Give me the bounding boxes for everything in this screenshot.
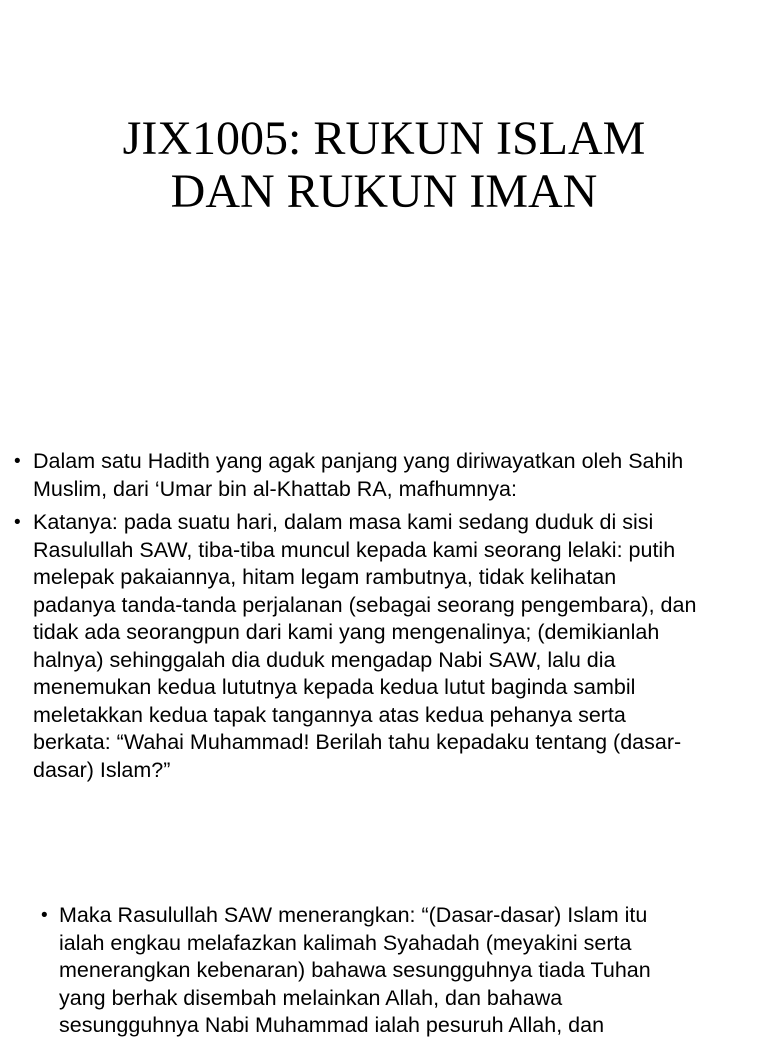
bullet-text-line: menerangkan kebenaran) bahawa sesungguhnya tiada Tuhan [59,958,651,982]
bullet-text-line: dasar) Islam?” [33,757,171,782]
bullet-text-line: Muslim, dari ‘Umar bin al-Khattab RA, mafhumnya: [33,476,517,501]
bullet-icon: • [41,905,48,926]
slide-title-line-1: JIX1005: RUKUN ISLAM [122,112,646,165]
bullet-text-line: meletakkan kedua tapak tangannya atas kedua pehanya serta [33,702,626,727]
bullet-text-line: melepak pakaiannya, hitam legam rambutnya, tidak kelihatan [33,565,617,589]
bullet-text-line: halnya) sehinggalah dia duduk mengadap Nabi SAW, lalu dia [33,647,616,672]
bullet-item-hadith-story [14,509,756,784]
bullet-item-hadith-intro [14,448,756,503]
bullet-text-line: Katanya: pada suatu hari, dalam masa kami sedang duduk di sisi [33,510,654,534]
bullet-text-line: Rasulullah SAW, tiba-tiba muncul kepada kami seorang lelaki: putih [33,537,676,562]
bullet-list [14,448,756,790]
hadith-slide [0,408,768,850]
bullet-text-line: tidak ada seorangpun dari kami yang mengenalinya; (demikianlah [33,620,660,644]
bullet-icon: • [14,451,21,472]
bullet-text-line: Dalam satu Hadith yang agak panjang yang diriwayatkan oleh Sahih [33,449,684,473]
title-slide [0,0,768,408]
explanation-slide [0,850,768,1037]
bullet-text-line: yang berhak disembah melainkan Allah, dan bahawa [59,985,563,1010]
bullet-icon: • [14,512,21,533]
bullet-item-explanation [41,902,756,1040]
bullet-text-line: ialah engkau melafazkan kalimah Syahadah (meyakini serta [59,930,632,955]
bullet-text-line: padanya tanda-tanda perjalanan (sebagai seorang pengembara), dan [33,592,697,617]
bullet-text-line: sesungguhnya Nabi Muhammad ialah pesuruh Allah, dan [59,1013,605,1037]
slide-title [40,112,728,218]
bullet-text-line: menemukan kedua lututnya kepada kedua lutut baginda sambil [33,675,636,699]
slide-title-line-2: DAN RUKUN IMAN [170,165,598,218]
bullet-text-line: berkata: “Wahai Muhammad! Berilah tahu kepadaku tentang (dasar- [33,730,682,754]
bullet-text-line: Maka Rasulullah SAW menerangkan: “(Dasar-dasar) Islam itu [59,903,648,927]
